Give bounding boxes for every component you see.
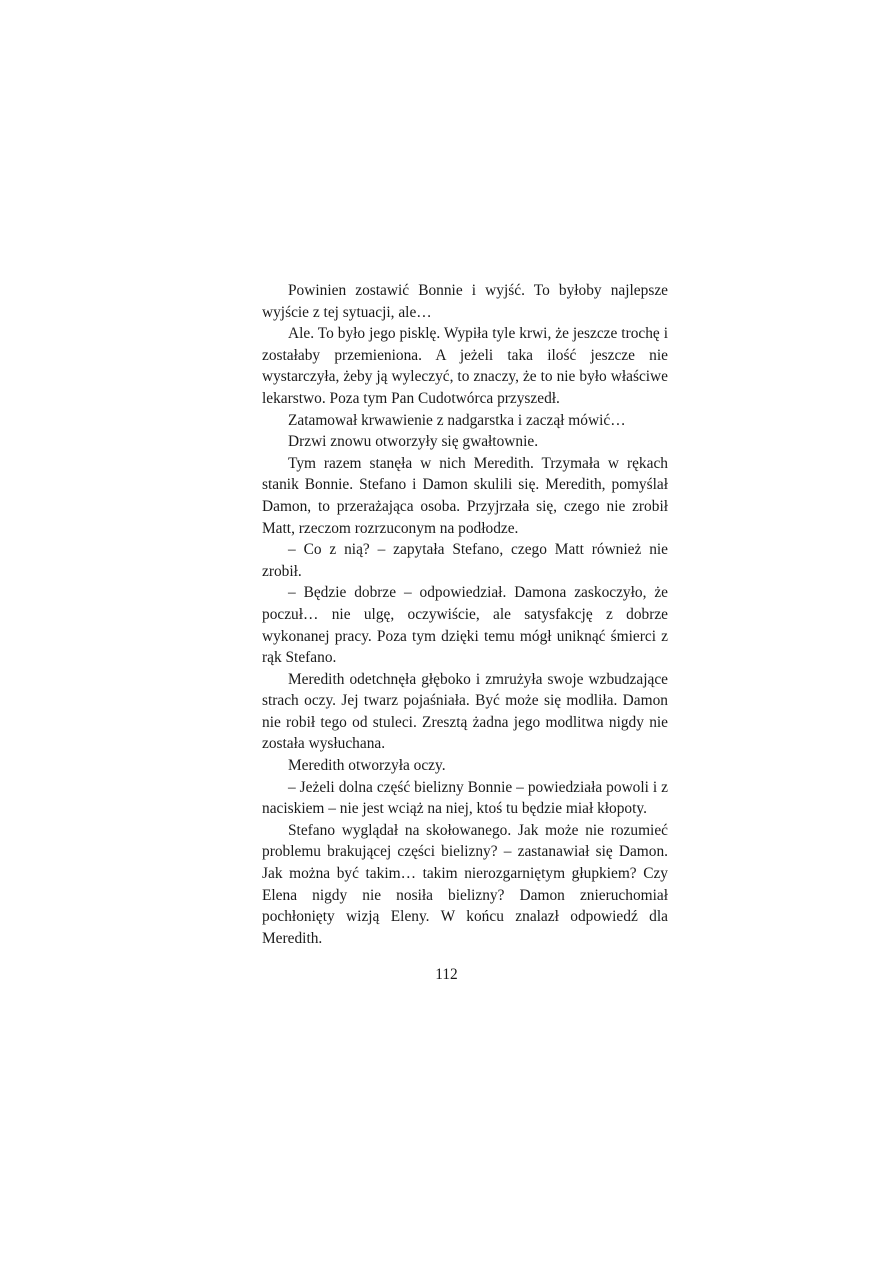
paragraph-6: – Co z nią? – zapytała Stefano, czego Matt również nie zrobił. <box>262 541 668 580</box>
paragraph-8: Meredith odetchnęła głęboko i zmrużyła swoje wzbudzające strach oczy. Jej twarz pojaśniała. Być może się modliła. Damon nie robił tego od stuleci. Zresztą żadna jego modlitwa nigdy nie została wysłuchana. <box>262 670 668 753</box>
paragraph-1: Powinien zostawić Bonnie i wyjść. To byłoby najlepsze wyjście z tej sytuacji, ale… <box>262 282 668 321</box>
paragraph-4: Drzwi znowu otworzyły się gwałtownie. <box>288 433 539 451</box>
paragraph-5: Tym razem stanęła w nich Meredith. Trzymała w rękach stanik Bonnie. Stefano i Damon skulili się. Meredith, pomyślał Damon, to przerażająca osoba. Przyjrzała się, czego nie zrobił Matt, rzeczom rozrzuconym na podłodze. <box>262 454 668 537</box>
paragraph-10: – Jeżeli dolna część bielizny Bonnie – powiedziała powoli i z naciskiem – nie jest wciąż na niej, ktoś tu będzie miał kłopoty. <box>262 778 668 818</box>
paragraph-2: Ale. To było jego pisklę. Wypiła tyle krwi, że jeszcze trochę i zostałaby przemieniona. A jeżeli taka ilość jeszcze nie wystarczyła, żeby ją wyleczyć, to znaczy, że to nie było właściwe lekarstwo. Poza tym Pan Cudotwórca przyszedł. <box>262 325 668 407</box>
page-number: 112 <box>435 966 458 983</box>
paragraph-7: – Będzie dobrze – odpowiedział. Damona zaskoczyło, że poczuł… nie ulgę, oczywiście, ale satysfakcję z dobrze wykonanej pracy. Poza tym dzięki temu mógł uniknąć śmierci z rąk Stefano. <box>262 584 668 667</box>
paragraph-3: Zatamował krwawienie z nadgarstka i zaczął mówić… <box>288 411 626 429</box>
paragraph-9: Meredith otworzyła oczy. <box>288 757 446 775</box>
body-text <box>262 280 668 949</box>
paragraph-11: Stefano wyglądał na skołowanego. Jak może nie rozumieć problemu brakującej części bielizny? – zastanawiał się Damon. Jak można być takim… takim nierozgarniętym głupkiem? Czy Elena nigdy nie nosiła bielizny? Damon znieruchomiał pochłonięty wizją Eleny. W końcu znalazł odpowiedź dla Meredith. <box>262 821 668 947</box>
